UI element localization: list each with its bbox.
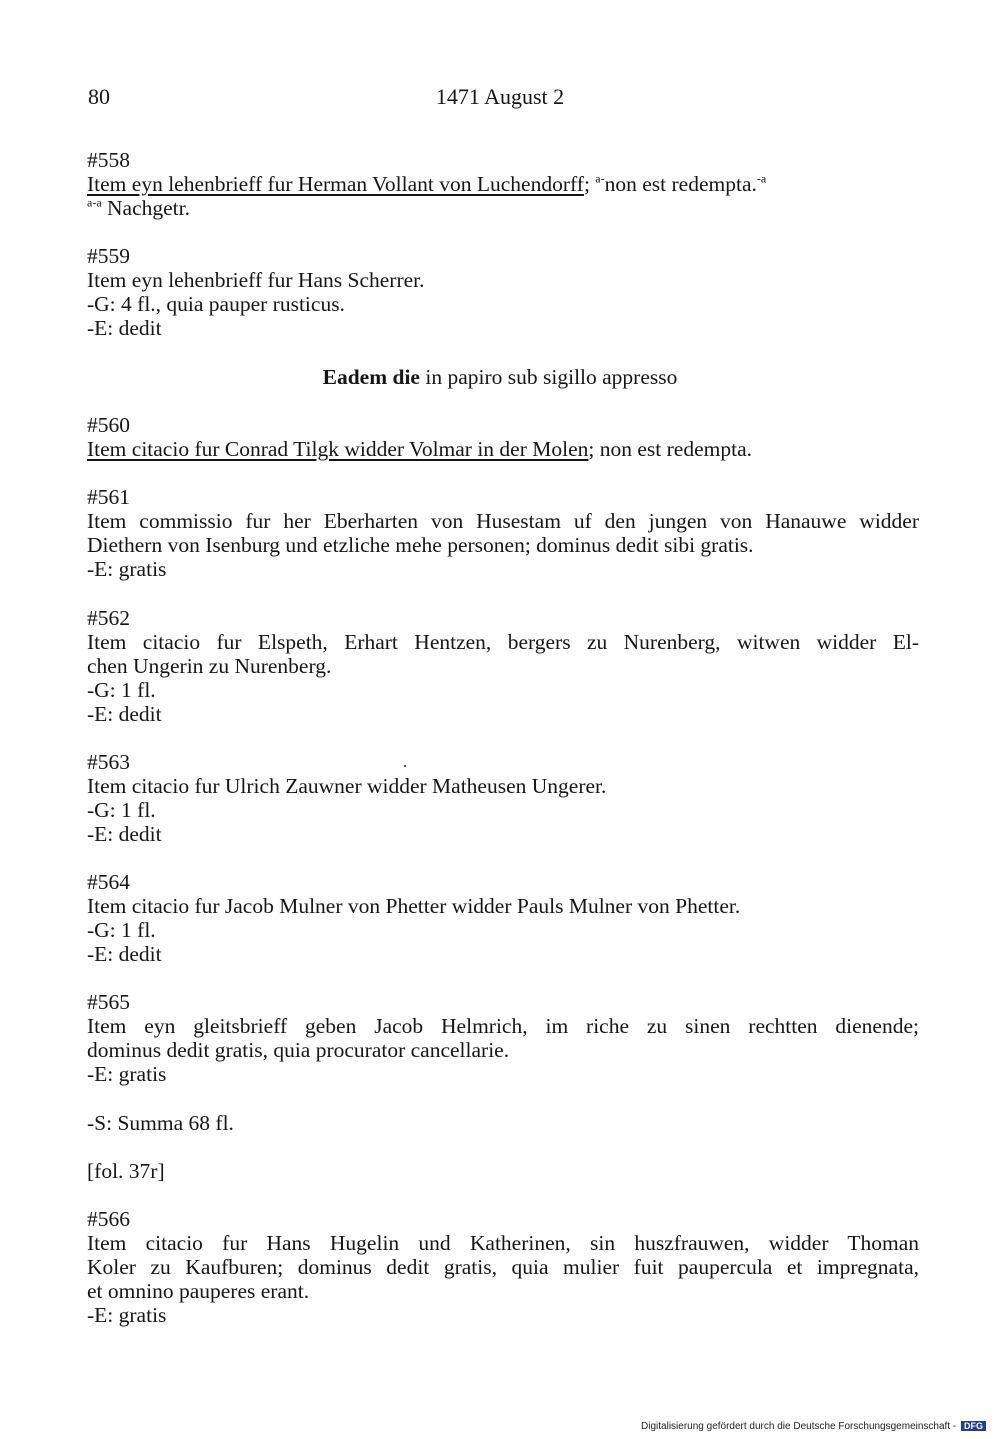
footnote-marker: a-a — [87, 195, 102, 210]
entry-text-line: Item citacio fur Hans Hugelin und Katherinen, sin huszfrauwen, widder Thoman — [87, 1231, 919, 1255]
section-heading-rest: in papiro sub sigillo appresso — [425, 365, 678, 389]
entry-text-line: chen Ungerin zu Nurenberg. — [87, 654, 332, 678]
folio-text: [fol. 37r] — [87, 1159, 165, 1183]
section-heading — [0, 365, 1000, 390]
entry-564 — [87, 870, 919, 966]
entry-payment: -E: dedit — [87, 316, 162, 340]
editorial-note: non est redempta. — [604, 172, 757, 196]
entry-id: #565 — [87, 990, 130, 1014]
entry-559 — [87, 244, 919, 340]
entry-text: Item citacio fur Ulrich Zauwner widder Matheusen Ungerer. — [87, 774, 607, 798]
footnote — [87, 196, 919, 220]
scan-speck — [404, 765, 406, 767]
entry-payment: -E: gratis — [87, 1303, 167, 1327]
entry-561 — [87, 485, 919, 581]
entry-text-line: et omnino pauperes erant. — [87, 1279, 310, 1303]
entry-payment: -E: dedit — [87, 702, 162, 726]
underlined-text: Item citacio fur Conrad Tilgk widder Volmar in der Molen — [87, 437, 589, 461]
entry-payment: -E: gratis — [87, 1062, 167, 1086]
footnote-text: Nachgetr. — [107, 196, 191, 220]
entry-text-line: Item citacio fur Elspeth, Erhart Hentzen, bergers zu Nurenberg, witwen widder El- — [87, 630, 919, 654]
folio-marker — [87, 1159, 919, 1183]
entry-562 — [87, 606, 919, 726]
summa-line — [87, 1111, 919, 1135]
entry-id: #559 — [87, 244, 130, 268]
entry-id: #563 — [87, 750, 130, 774]
funding-footer — [641, 1421, 986, 1432]
entry-text — [87, 172, 919, 196]
entry-563 — [87, 750, 919, 846]
entry-fee: -G: 1 fl. — [87, 678, 156, 702]
dfg-logo-icon: DFG — [961, 1421, 986, 1431]
punctuation: ; — [583, 172, 590, 196]
entry-payment: -E: dedit — [87, 942, 162, 966]
footnote-marker-end: -a — [756, 171, 767, 186]
entry-payment: -E: dedit — [87, 822, 162, 846]
entry-text-line: dominus dedit gratis, quia procurator cancellarie. — [87, 1038, 510, 1062]
entry-id: #564 — [87, 870, 130, 894]
entry-text-line: Koler zu Kaufburen; dominus dedit gratis, quia mulier fuit paupercula et impregnata, — [87, 1255, 919, 1279]
entry-558 — [87, 148, 919, 220]
entry-text — [87, 437, 919, 461]
entry-id: #562 — [87, 606, 130, 630]
summa-text: -S: Summa 68 fl. — [87, 1111, 234, 1135]
section-heading-bold: Eadem die — [322, 365, 420, 389]
entry-id: #560 — [87, 413, 130, 437]
entry-id: #558 — [87, 148, 130, 172]
entry-text: Item eyn lehenbrieff fur Hans Scherrer. — [87, 268, 425, 292]
entry-id: #561 — [87, 485, 130, 509]
entry-text-line: Diethern von Isenburg und etzliche mehe personen; dominus dedit sibi gratis. — [87, 533, 754, 557]
entry-fee: -G: 1 fl. — [87, 918, 156, 942]
entry-fee: -G: 1 fl. — [87, 798, 156, 822]
entry-560 — [87, 413, 919, 461]
entry-565 — [87, 990, 919, 1086]
entry-text-rest: ; non est redempta. — [588, 437, 752, 461]
entry-text-line: Item commissio fur her Eberharten von Husestam uf den jungen von Hanauwe widder — [87, 509, 919, 533]
entry-text-line: Item eyn gleitsbrieff geben Jacob Helmrich, im riche zu sinen rechtten dienende; — [87, 1014, 919, 1038]
entry-566 — [87, 1207, 919, 1327]
entry-fee: -G: 4 fl., quia pauper rusticus. — [87, 292, 345, 316]
underlined-text: Item eyn lehenbrieff fur Herman Vollant von Luchendorff — [87, 172, 584, 196]
footer-text: Digitalisierung gefördert durch die Deutsche Forschungsgemeinschaft - — [641, 1421, 957, 1432]
page-number: 80 — [88, 84, 110, 109]
footnote-marker-start: a- — [595, 171, 605, 186]
entry-text: Item citacio fur Jacob Mulner von Phetter widder Pauls Mulner von Phetter. — [87, 894, 741, 918]
entry-id: #566 — [87, 1207, 130, 1231]
page-header-title: 1471 August 2 — [435, 84, 565, 109]
entry-payment: -E: gratis — [87, 557, 167, 581]
